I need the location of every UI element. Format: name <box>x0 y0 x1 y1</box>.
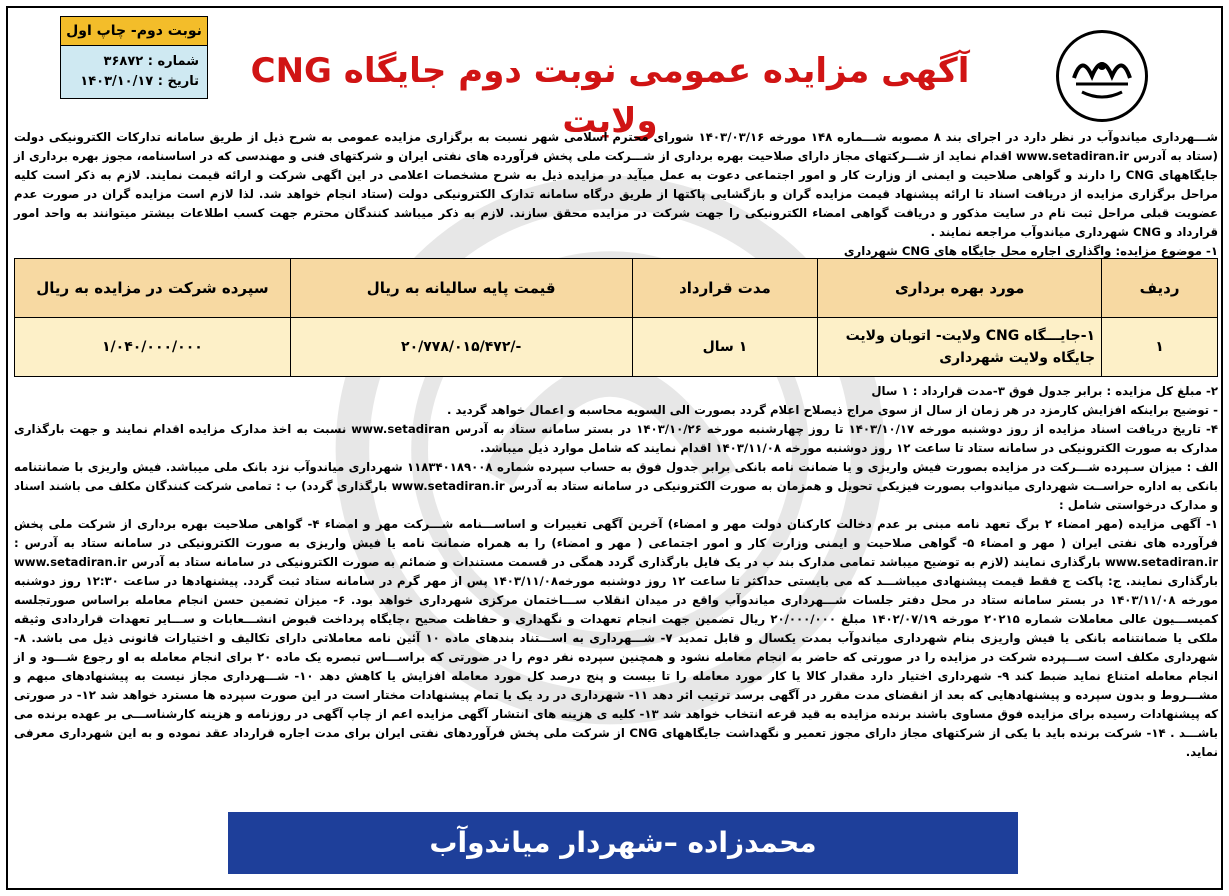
row-duration: ۱ سال <box>632 318 818 377</box>
auction-subject: ۱- موضوع مزایده: واگذاری اجاره محل جایگاه های CNG شهرداری <box>843 244 1218 258</box>
row-item-line2: جایگاه ولایت شهرداری <box>939 350 1096 366</box>
row-deposit: ۱/۰۴۰/۰۰۰/۰۰۰ <box>15 318 291 377</box>
terms-paragraph: ۱- آگهی مزایده (مهر امضاء ۲ برگ تعهد نامه مبنی بر عدم دخالت کارکنان دولت مهر و امضاء) آخرین آگهی تغییرات و اساســـنامه شـــرکت مهر و امضاء ۴- گواهی صلاحیت بهره برداری از شرکت ملی پخش فرآورده های نفتی ایران ( مهر و امضاء ۵- گواهی صلاحیت و ایمنی وزارت کار و امور اجتماعی ( مهر و امضاء) را به همراه ضمانت نامه یا فیش واریزی به صورت الکترونیکی در سامانه ستاد به آدرس : www.setadiran.ir بارگذاری نمایند (لازم به توضیح میباشد تمامی مدارک بند ب در یک فایل بارگذاری گردد همگی در قسمت مستندات و ضمائم به صورت الکترونیکی در سامانه ستاد به آدرس www.setadiran.ir بارگذاری نمایند. ج: پاکت ج فقط قیمت پیشنهادی میباشـــد که می بایستی حداکثر تا ساعت ۱۲ روز دوشنبه مورخه۱۴۰۳/۱۱/۰۸ پس از مهر گرم در سامانه ستاد ثبت گردد. پیشنهادها در ساعت ۱۲:۳۰ روز دوشنبه مورخه ۱۴۰۳/۱۱/۰۸ در بستر سامانه ستاد در محل دفتر جلسات شـــهرداری میاندوآب واقع در میدان انقلاب ســـاختمان مرکزی شهرداری خواهد بود. ۶- میزان تضمین حسن انجام معامله براساس صورتجلسه کمیســـیون عالی معاملات شماره ۲۰۲۱۵ مورخه ۱۴۰۲/۰۷/۱۹ مبلغ ۲۰/۰۰۰/۰۰۰ ریال تضمین جهت انجام تعهدات و نگهداری و حفاظت صحیح ،جایگاه پرداخت قبوض انشـــعابات و ســـایر تعهدات قراردادی وثیقه ملکی یا ضمانتنامه بانکی یا فیش واریزی بنام شهرداری میاندوآب بمدت یکسال و قابل تمدید ۷- شـــهرداری به اســـتناد بندهای ماده ۱۰ آئین نامه معاملاتی دارای تکالیف و اختیارات قانونی ذیل می باشد. ۸- شهرداری مکلف است ســـپرده شرکت در مزایده را در صورتی که حاضر به انجام معامله نشود و همچنین سپرده نفر دوم را در صورتی که براســـاس تبصره یک ماده ۲۰ برای انجام معامله به او رجوع شـــود و از انجام معامله امتناع نماید ضبط کند ۹- شهرداری اختیار دارد مقدار کالا یا کار مورد معامله را تا بیست و پنج درصد کل مورد معامله افزایش یا کاهش دهد ۱۰- شـــهرداری مجاز نیست به پیشنهادهای مبهم و مشـــروط و بدون سپرده و پیشنهادهایی که بعد از انقضای مدت مقرر در آگهی برسد ترتیب اثر دهد ۱۱- شهرداری در رد یک یا تمام پیشنهادات مختار است در این صورت سپرده ها مسترد خواهد شد ۱۲- در صورتی که پیشنهادات رسیده برای مزایده فوق مساوی باشند برنده مزایده به قید قرعه انتخاب خواهد شد ۱۳- کلیه ی هزینه های انتشار آگهی مزایده اعم از چاپ آگهی در روزنامه و هزینه کارشناســـی بر عهده برنده می باشـــد . ۱۴- شرکت برنده باید با یکی از شرکتهای مجاز دارای مجوز تعمیر و نگهداشت جایگاههای CNG از شرکت ملی پخش فرآوردهای نفتی ایران برای مدت اجاره قرارداد عقد نموده و به این شهرداری معرفی نماید. <box>14 517 1219 759</box>
issue-badge: نوبت دوم- چاپ اول <box>60 16 208 46</box>
row-base-price: -/۲۰/۷۷۸/۰۱۵/۴۷۲ <box>290 318 632 377</box>
auction-table <box>14 258 1218 377</box>
row-item-line1: ۱-جایـــگاه CNG ولایت- اتوبان ولایت <box>845 328 1096 344</box>
municipality-logo <box>1056 30 1148 122</box>
table-header-row <box>15 259 1218 318</box>
issue-info-box <box>60 16 208 99</box>
column-header: قیمت پایه سالیانه به ریال <box>290 259 632 318</box>
issue-numbers <box>60 46 208 99</box>
column-header: مدت قرارداد <box>632 259 818 318</box>
terms-paragraph: ۴- تاریخ دریافت اسناد مزایده از روز دوشنبه مورخه ۱۴۰۳/۱۰/۱۷ تا روز چهارشنبه مورخه ۱۴۰۳/۱۰/۲۶ در بستر سامانه ستاد به آدرس www.setadiran نسبت به اخذ مدارک مزایده اقدام نمایند و جهت بارگذاری مدارک به صورت الکترونیکی در سامانه ستاد تا ساعت ۱۲ روز دوشنبه مورخه ۱۴۰۳/۱۱/۰۸ اقدام نمایند که شامل موارد ذیل میباشد. <box>14 422 1218 455</box>
terms-section <box>14 382 1218 762</box>
intro-section <box>14 128 1218 261</box>
row-index: ۱ <box>1102 318 1218 377</box>
column-header: سپرده شرکت در مزایده به ریال <box>15 259 291 318</box>
issue-number: شماره : ۳۶۸۷۲ <box>103 54 199 69</box>
intro-paragraph: شـــهرداری میاندوآب در نظر دارد در اجرای بند ۸ مصوبه شـــماره ۱۴۸ مورخه ۱۴۰۳/۰۳/۱۶ شورای محترم اسلامی شهر نسبت به برگزاری مزایده عمومی به شرح ذیل از طریق سامانه تدارکات الکترونیکی دولت (ستاد به آدرس www.setadiran.ir اقدام نماید از شـــرکتهای مجاز دارای صلاحیت بهره برداری از شـــرکت ملی پخش فرآورده های نفتی ایران و شرکتهای فنی و مهندسی که در اساسنامه، مجوز بهره برداری از جایگاههای CNG را دارند و گواهی صلاحیت و ایمنی از وزارت کار و امور اجتماعی دعوت به عمل میآید در مزایده ذیل به شرح مشخصات اعلامی در این اگهی شرکت و ارائه قیمت نمایند. لازم به ذکر است کلیه مراحل برگزاری مزایده از دریافت اسناد تا ارائه پیشنهاد قیمت مزایده گران و بازگشایی پاکتها از طریق درگاه سامانه تدارک الکترونیکی دولت (ستاد انجام خواهد شد. لذا لازم است مزایده گران در صورت عدم عضویت قبلی مراحل ثبت نام در سایت مذکور و دریافت گواهی امضاء الکترونیکی را جهت شرکت در مزایده محقق سازند. لازم به ذکر میباشد کنندگان محترم جهت کسب اطلاعات بیشتر میتوانند به واحد امور قرارداد و CNG شهرداری میاندوآب مراجعه نمایند . <box>14 130 1218 239</box>
table-row <box>15 318 1218 377</box>
page-title: آگهی مزایده عمومی نوبت دوم جایگاه CNG ولایت <box>250 51 970 141</box>
issue-date: تاریخ : ۱۴۰۳/۱۰/۱۷ <box>80 74 199 89</box>
column-header: ردیف <box>1102 259 1218 318</box>
logo-emblem-icon <box>1062 36 1142 116</box>
row-item <box>818 318 1102 377</box>
terms-paragraph: الف : میزان سـپرده شـــرکت در مزایده بصورت فیش واریزی و یا ضمانت نامه بانکی برابر جدول فوق به حساب سپرده شماره ۱۱۸۳۴۰۱۸۹۰۰۸ شهرداری میاندوآب نزد بانک ملی میباشد. فیش واریزی با ضمانتنامه بانکی به اداره حراســت شهرداری میاندواب بصورت فیزیکی تحویل و همزمان به صورت الکترونیکی در سامانه ستاد به آدرس www.setadiran.ir بارگذاری گردد) ب : تمامی شرکت کنندگان مکلف می باشند اسناد و مدارک درخواستی شامل : <box>14 460 1218 512</box>
terms-paragraph: ۲- مبلغ کل مزایده : برابر جدول فوق ۳-مدت قرارداد : ۱ سال <box>871 384 1218 398</box>
terms-paragraph: - توضیح براینکه افزایش کارمزد در هر زمان از سال از سوی مراج ذیصلاح اعلام گردد بصورت الی السویه محاسبه و اعمال خواهد گردید . <box>446 403 1218 417</box>
column-header: مورد بهره برداری <box>818 259 1102 318</box>
signature-banner: محمدزاده –شهردار میاندوآب <box>228 812 1018 874</box>
